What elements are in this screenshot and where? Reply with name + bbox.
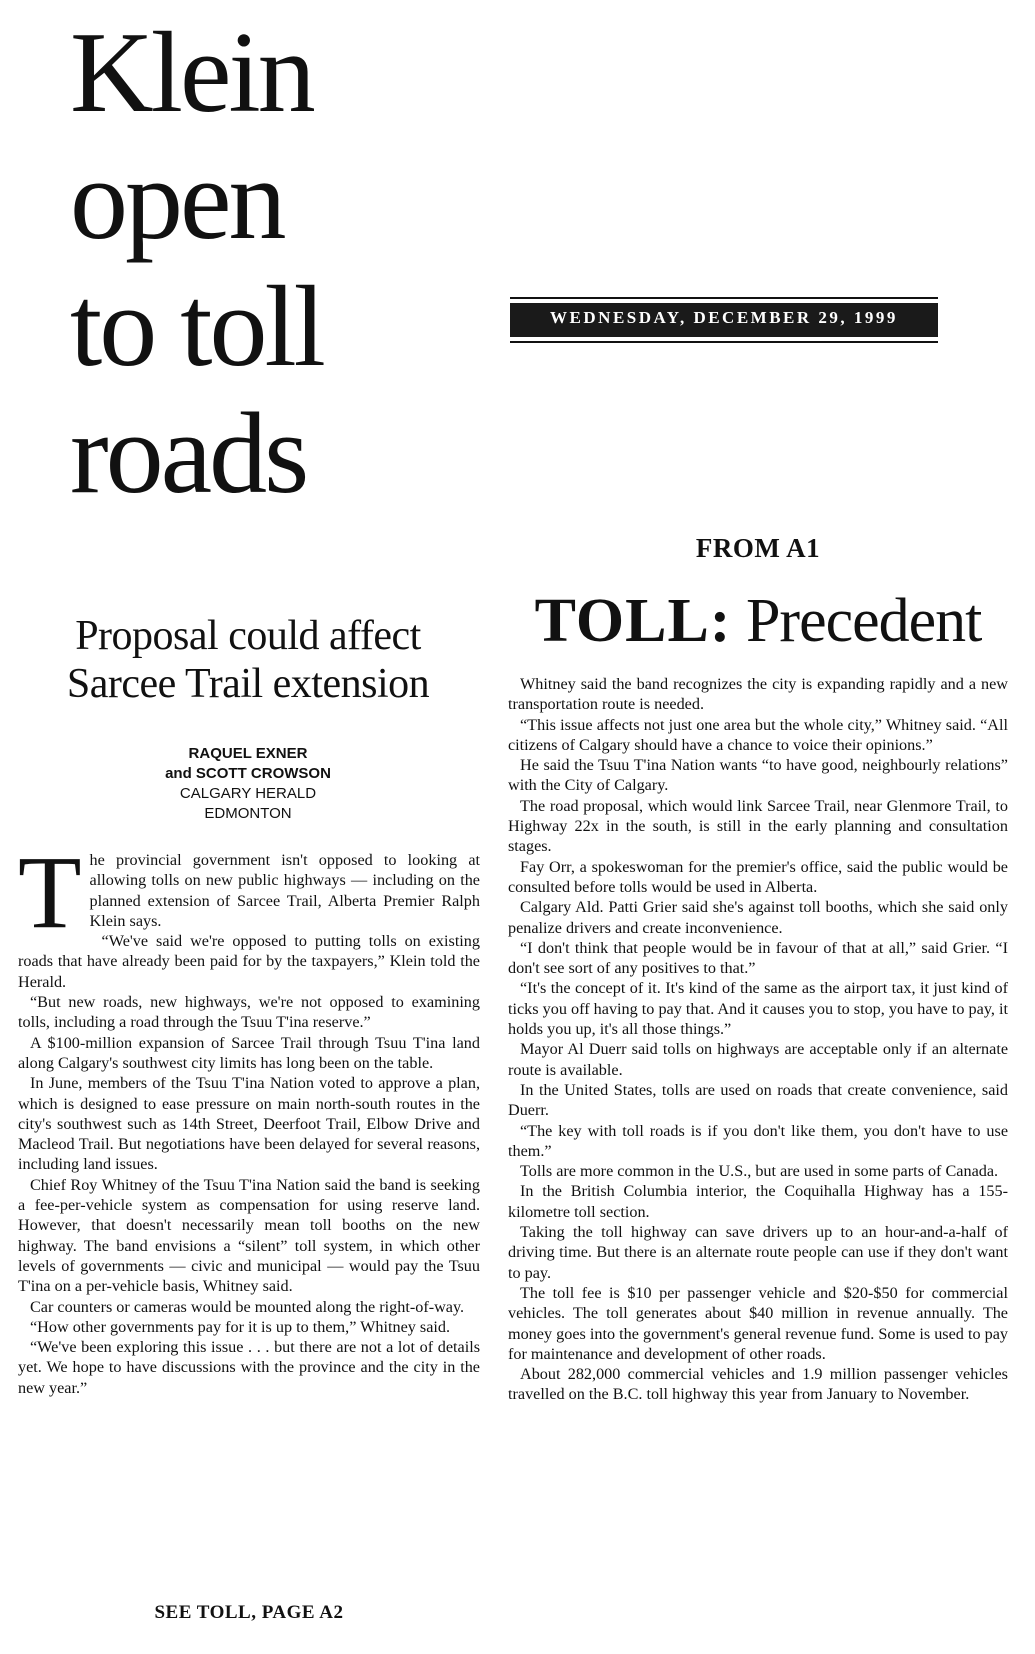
article-paragraph: In the British Columbia interior, the Coquihalla Highway has a 155-kilometre toll section. [508,1182,1008,1221]
deck-line: Sarcee Trail extension [66,661,430,707]
article-paragraph: “We've said we're opposed to putting tolls on existing roads that have already been paid for by the taxpayers,” Klein told the Herald. [18,932,480,991]
article-paragraph: Chief Roy Whitney of the Tsuu T'ina Nation said the band is seeking a fee-per-vehicle system as compensation for using reserve land. However, that doesn't necessarily mean toll booths on the new highway. The band envisions a “silent” toll system, in which other levels of governments — civic and municipal — would pay the Tsuu T'ina on a per-vehicle basis, Whitney said. [18,1175,480,1296]
author-name: and SCOTT CROWSON [165,765,331,782]
article-paragraph: The toll fee is $10 per passenger vehicle and $20-$50 for commercial vehicles. The toll generates about $40 million in revenue annually. The money goes into the government's general revenue fund. Some is used to pay for maintenance and development of other roads. [508,1283,1008,1363]
article-paragraph: Tolls are more common in the U.S., but are used in some parts of Canada. [520,1162,999,1181]
jump-headline-text: Precedent [745,587,982,655]
article-paragraph: In the United States, tolls are used on roads that create convenience, said Duerr. [508,1080,1008,1120]
headline [70,10,470,518]
deck-line: Proposal could affect [75,613,421,659]
article-paragraph: In June, members of the Tsuu T'ina Nation voted to approve a plan, which is designed to ease pressure on main north-south routes in the city's southwest such as 14th Street, Deerfoot Trail, Elbow Drive and Macleod Trail. But negotiations have been delayed for several reasons, including land issues. [18,1074,480,1174]
article-body-right [508,674,1008,1405]
headline-line: roads [70,390,307,518]
drop-cap: T [18,835,82,950]
article-paragraph: About 282,000 commercial vehicles and 1.9 million passenger vehicles travelled on the B.C. toll highway this year from January to November. [508,1365,1008,1404]
continued-from-label: FROM A1 [695,533,821,563]
article-paragraph: “We've been exploring this issue . . . but there are not a lot of details yet. We hope to have discussions with the province and the city in the new year.” [18,1338,480,1397]
article-paragraph: Fay Orr, a spokeswoman for the premier's office, said the public would be consulted before tolls would be used in Alberta. [508,857,1008,896]
date-text: WEDNESDAY, DECEMBER 29, 1999 [510,303,938,337]
article-paragraph: The road proposal, which would link Sarcee Trail, near Glenmore Trail, to Highway 22x in the south, is still in the early planning and consultation stages. [508,796,1008,856]
article-paragraph: Mayor Al Duerr said tolls on highways are acceptable only if an alternate route is available. [508,1040,1008,1079]
article-paragraph: “I don't think that people would be in favour of that at all,” said Grier. “I don't see sort of any positives to that.” [508,938,1008,978]
author-name: RAQUEL EXNER [188,745,308,762]
outlet-name: CALGARY HERALD [179,785,317,802]
date-banner [510,297,938,343]
byline [18,744,478,824]
article-paragraph: He said the Tsuu T'ina Nation wants “to have good, neighbourly relations” with the City of Calgary. [508,756,1008,795]
article-paragraph: “It's the concept of it. It's kind of the same as the airport tax, it just kind of ticks you off having to pay that. And it causes you to stop, you have to pay, it holds you up, it's all those things.” [508,979,1008,1039]
jump-headline [508,586,1008,656]
continuation-jump: SEE TOLL, PAGE A2 [154,1602,344,1623]
dateline-place: EDMONTON [204,805,292,822]
article-paragraph: Whitney said the band recognizes the city is expanding rapidly and a new transportation route is needed. [508,675,1008,714]
headline-line: Klein [70,9,313,137]
headline-line: open [70,136,284,264]
headline-line: to toll [70,263,323,391]
article-paragraph: “How other governments pay for it is up to them,” Whitney said. [30,1317,451,1336]
jump-headline-keyword: TOLL: [534,587,732,655]
article-paragraph: “This issue affects not just one area but the whole city,” Whitney said. “All citizens of Calgary should have a chance to voice their opinions.” [508,715,1008,754]
subheadline [18,612,478,708]
article-paragraph: A $100-million expansion of Sarcee Trail through Tsuu T'ina land along Calgary's southwest city limits has long been on the table. [18,1033,480,1072]
article-paragraph: “But new roads, new highways, we're not opposed to examining tolls, including a road through the Tsuu T'ina reserve.” [18,993,480,1032]
article-paragraph: The provincial government isn't opposed to looking at allowing tolls on new public highways — including on the planned extension of Sarcee Trail, Alberta Premier Ralph Klein says. [18,835,480,950]
article-body-left [18,835,480,1398]
article-paragraph: “The key with toll roads is if you don't like them, you don't have to use them.” [508,1121,1008,1160]
article-paragraph: Taking the toll highway can save drivers up to an hour-and-a-half of driving time. But there is an alternate route people can use if they don't want to pay. [508,1223,1008,1282]
article-paragraph: Car counters or cameras would be mounted along the right-of-way. [30,1297,465,1316]
article-paragraph: Calgary Ald. Patti Grier said she's against toll booths, which she said only penalize drivers and create inconvenience. [508,898,1008,937]
